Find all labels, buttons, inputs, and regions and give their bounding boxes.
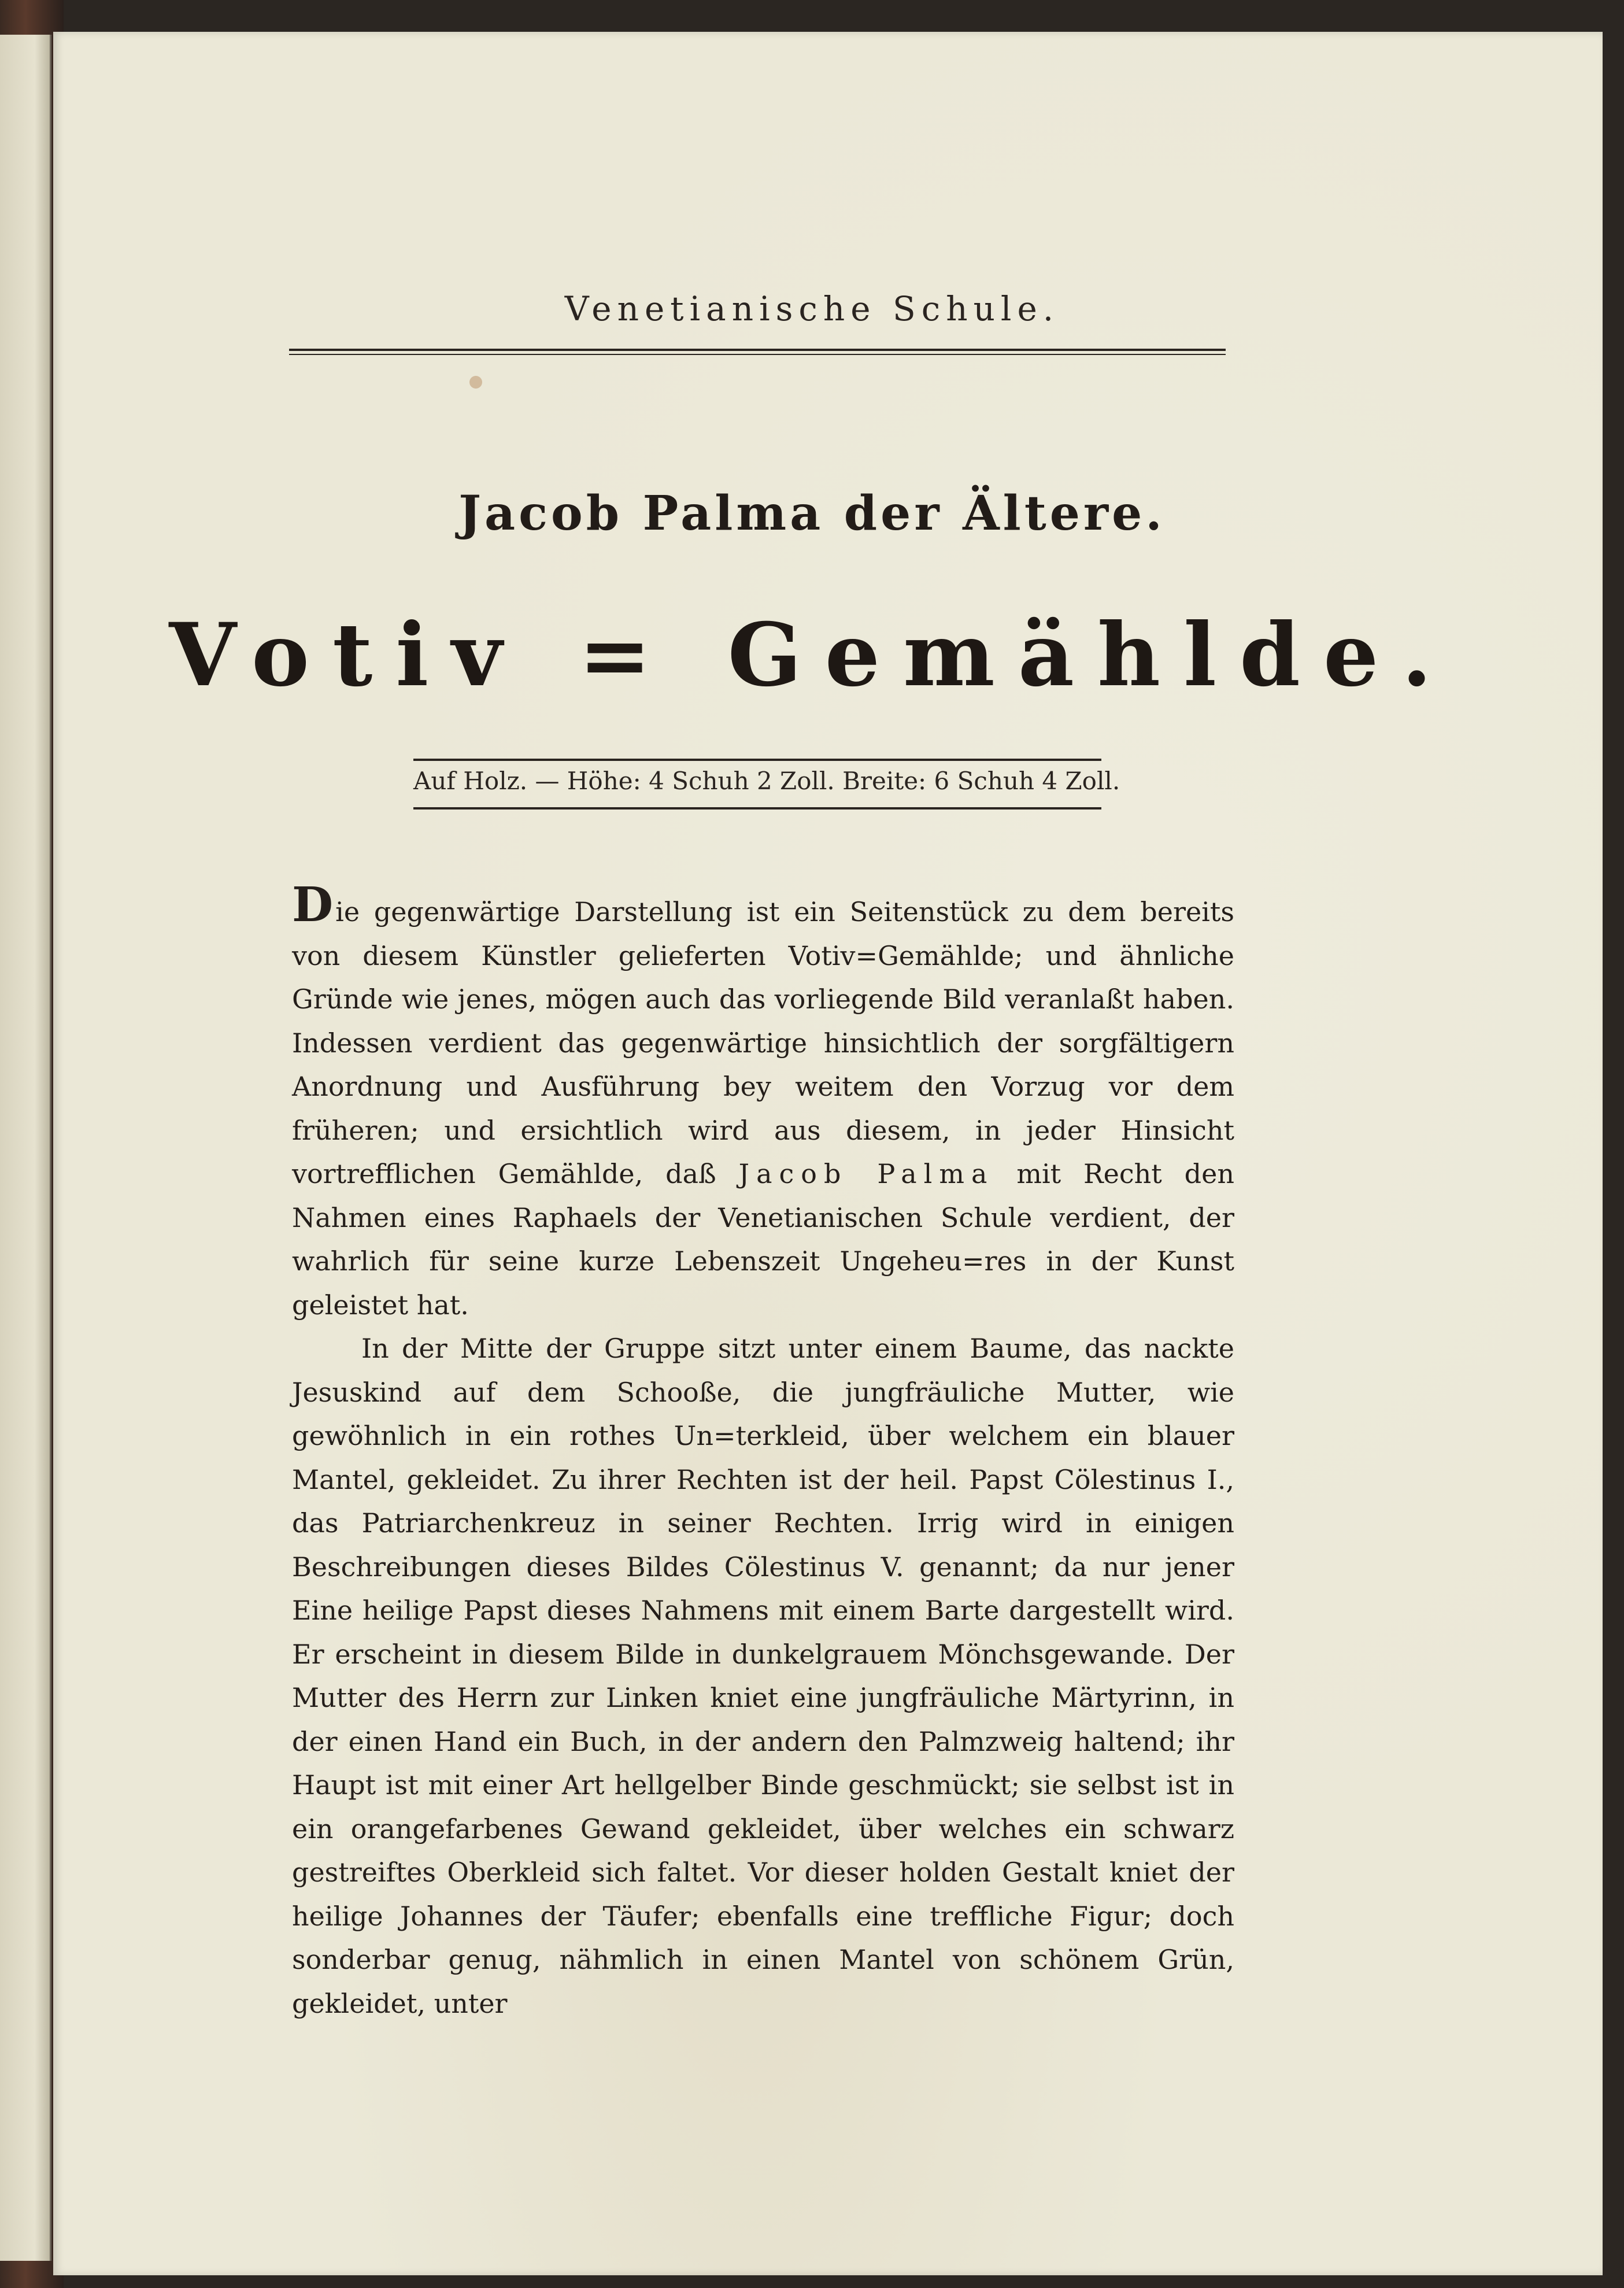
header-rule <box>289 349 1226 355</box>
artwork-title: Votiv = Gemählde. <box>169 604 1455 706</box>
body-text <box>292 877 1234 2025</box>
paragraph-2: In der Mitte der Gruppe sitzt unter einem Baume, das nackte Jesuskind auf dem Schooße, die jungfräuliche Mutter, wie gewöhnlich in ein rothes Un=terkleid, über welchem ein blauer Mantel, gekleidet. Zu ihrer Rechten ist der heil. Papst Cölestinus I., das Patriarchenkreuz in seiner Rechten. Irrig wird in einigen Beschreibungen dieses Bildes Cölestinus V. genannt; da nur jener Eine heilige Papst dieses Nahmens mit einem Barte dargestellt wird. Er erscheint in diesem Bilde in dunkelgrauem Mönchsgewande. Der Mutter des Herrn zur Linken kniet eine jungfräuliche Märtyrinn, in der einen Hand ein Buch, in der andern den Palmzweig haltend; ihr Haupt ist mit einer Art hellgelber Binde geschmückt; sie selbst ist in ein orangefarbenes Gewand gekleidet, über welches ein schwarz gestreiftes Oberkleid sich faltet. Vor dieser holden Gestalt kniet der heilige Johannes der Täufer; ebenfalls eine treffliche Figur; doch sonderbar genug, nähmlich in einen Mantel von schönem Grün, gekleidet, unter <box>292 1333 1234 2019</box>
artist-name: Jacob Palma der Ältere. <box>458 486 1166 541</box>
artwork-dimensions: Auf Holz. — Höhe: 4 Schuh 2 Zoll. Breite: 6 Schuh 4 Zoll. <box>413 767 1120 795</box>
meta-rule-top <box>413 759 1101 761</box>
meta-rule-bottom <box>413 807 1101 810</box>
running-head: Venetianische Schule. <box>564 289 1060 328</box>
paragraph-1-text-a: ie gegenwärtige Darstellung ist ein Seitenstück zu dem bereits von diesem Künstler gelieferten Votiv=Gemählde; und ähnliche Gründe wie jenes, mögen auch das vorliegende Bild veranlaßt haben. Indessen verdient das gegenwärtige hinsichtlich der sorgfältigern Anordnung und Ausführung bey weitem den Vorzug vor dem früheren; und ersichtlich wird aus diesem, in jeder Hinsicht vortrefflichen Gemählde, daß <box>292 896 1234 1189</box>
drop-cap: D <box>292 877 334 933</box>
paragraph-1-text-b: mit Recht den Nahmen eines Raphaels der Venetianischen Schule verdient, der wahrlich für seine kurze Lebenszeit Ungeheu=res in der Kunst geleistet hat. <box>292 1158 1234 1321</box>
facing-page-edge <box>0 35 51 2261</box>
paragraph-1 <box>292 877 1234 1327</box>
paper-stain <box>469 376 482 389</box>
artist-name-emphasis: Jacob Palma <box>738 1158 994 1189</box>
